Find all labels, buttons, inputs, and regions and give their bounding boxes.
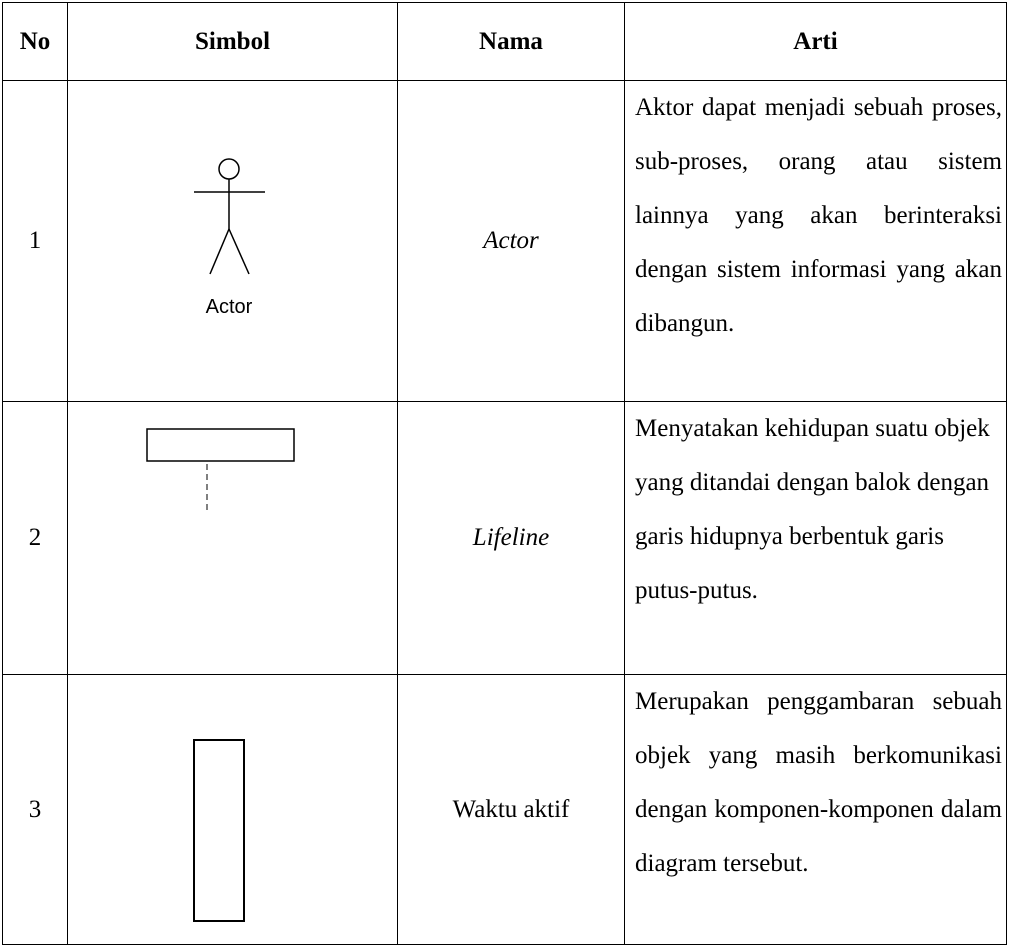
header-simbol: Simbol	[68, 3, 398, 81]
header-arti: Arti	[625, 3, 1007, 81]
description-text: Aktor dapat menjadi sebuah proses, sub-proses, orang atau sistem lainnya yang akan berinteraksi dengan sistem informasi yang akan dibangun.	[635, 94, 1002, 337]
table-row	[3, 402, 1007, 675]
actor-icon	[68, 81, 398, 402]
description-text: Merupakan penggambaran sebuah objek yang masih berkomunikasi dengan komponen-komponen dalam diagram tersebut.	[635, 688, 1002, 877]
symbol-cell	[68, 402, 398, 675]
symbol-cell	[68, 675, 398, 945]
row-number: 1	[3, 81, 68, 402]
symbol-cell	[68, 81, 398, 402]
lifeline-icon	[68, 402, 398, 675]
symbol-description	[625, 402, 1007, 675]
activation-bar-icon	[68, 675, 398, 945]
header-no: No	[3, 3, 68, 81]
row-number: 3	[3, 675, 68, 945]
description-text: Menyatakan kehidupan suatu objek yang ditandai dengan balok dengan garis hidupnya berbentuk garis putus-putus.	[635, 415, 990, 604]
actor-label: Actor	[205, 296, 253, 318]
table-header-row	[3, 3, 1007, 81]
table-row	[3, 675, 1007, 945]
symbol-description	[625, 675, 1007, 945]
symbol-name: Waktu aktif	[398, 675, 625, 945]
symbol-description	[625, 81, 1007, 402]
header-nama: Nama	[398, 3, 625, 81]
symbol-name: Actor	[398, 81, 625, 402]
row-number: 2	[3, 402, 68, 675]
symbol-name: Lifeline	[398, 402, 625, 675]
uml-symbol-table	[2, 2, 1007, 945]
table-row	[3, 81, 1007, 402]
